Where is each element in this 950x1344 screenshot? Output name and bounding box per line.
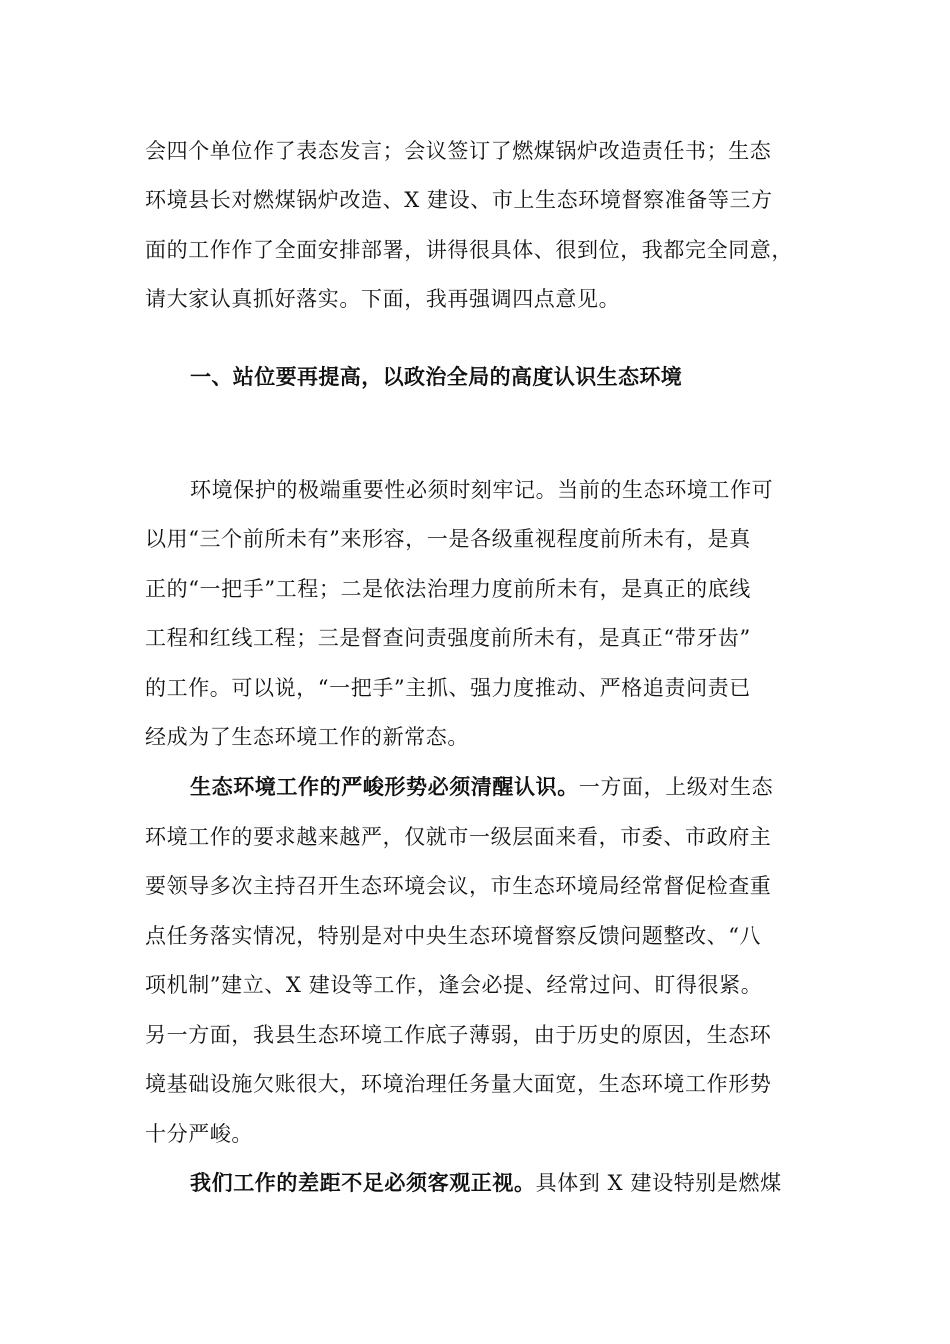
intro-line-4: 请大家认真抓好落实。下面，我再强调四点意见。 [145, 287, 621, 311]
p2-line-5: 项机制”建立、X 建设等工作，逢会必提、经常过问、盯得很紧。 [145, 973, 763, 997]
p1-line-4: 工程和红线工程；三是督查问责强度前所未有，是真正“带牙齿” [145, 626, 751, 650]
p1-line-2: 以用“三个前所未有”来形容，一是各级重视程度前所未有，是真 [145, 527, 751, 551]
p2-line-2: 环境工作的要求越来越严，仅就市一级层面来看，市委、市政府主 [145, 825, 772, 849]
p1-line-6: 经成为了生态环境工作的新常态。 [145, 725, 469, 749]
p3-lead-sentence: 我们工作的差距不足必须客观正视。 [190, 1170, 536, 1195]
p2-line-1-rest: 一方面，上级对生态 [578, 775, 774, 799]
p2-line-7: 境基础设施欠账很大，环境治理任务量大面宽，生态环境工作形势 [145, 1072, 772, 1096]
p2-lead-sentence: 生态环境工作的严峻形势必须清醒认识。 [190, 774, 579, 799]
p1-line-3: 正的“一把手”工程；二是依法治理力度前所未有，是真正的底线 [145, 577, 751, 601]
p3-line-1 [190, 1168, 782, 1198]
p2-line-4: 点任务落实情况，特别是对中央生态环境督察反馈问题整改、“八 [145, 924, 762, 948]
p2-line-3: 要领导多次主持召开生态环境会议，市生态环境局经常督促检查重 [145, 874, 772, 898]
p2-line-6: 另一方面，我县生态环境工作底子薄弱，由于历史的原因，生态环 [145, 1023, 772, 1047]
intro-line-2: 环境县长对燃煤锅炉改造、X 建设、市上生态环境督察准备等三方 [145, 188, 773, 212]
p1-line-1: 环境保护的极端重要性必须时刻牢记。当前的生态环境工作可 [190, 478, 774, 502]
p3-line-1-rest: 具体到 X 建设特别是燃煤 [535, 1171, 782, 1195]
intro-line-3: 面的工作作了全面安排部署，讲得很具体、很到位，我都完全同意， [145, 238, 793, 262]
intro-line-1: 会四个单位作了表态发言；会议签订了燃煤锅炉改造责任书；生态 [145, 139, 772, 163]
p2-line-1 [190, 772, 773, 802]
p1-line-5: 的工作。可以说，“一把手”主抓、强力度推动、严格追责问责已 [145, 676, 751, 700]
p2-line-8: 十分严峻。 [145, 1122, 253, 1146]
section-heading: 一、站位要再提高，以政治全局的高度认识生态环境 [190, 364, 683, 389]
